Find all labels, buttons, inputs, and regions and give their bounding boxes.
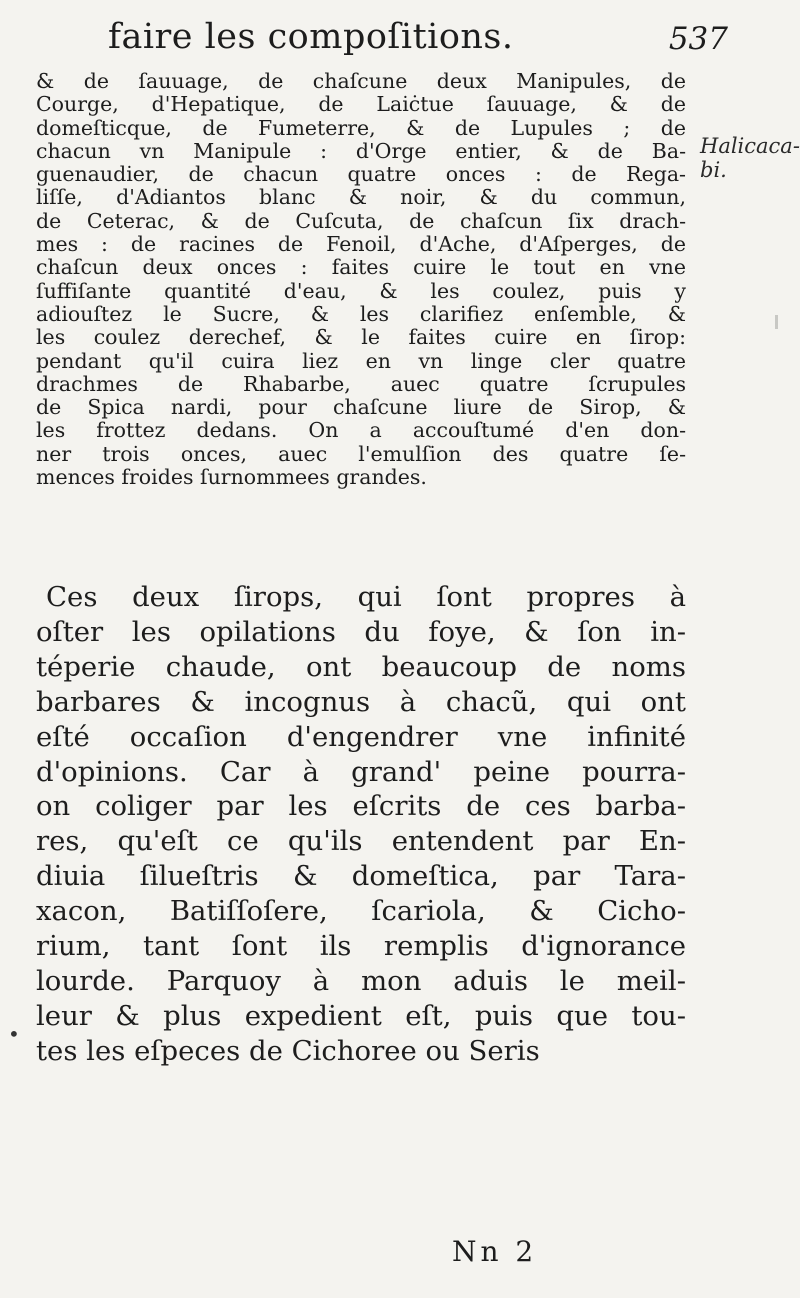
- text-line: mes : de racines de Fenoil, d'Ache, d'Aſperges, de: [36, 233, 686, 257]
- page-number: 537: [668, 21, 728, 57]
- text-line: d'opinions. Car à grand' peine pourra-: [36, 755, 686, 788]
- margin-note: bi.: [700, 158, 727, 182]
- text-line: guenaudier, de chacun quatre onces : de Rega-: [36, 163, 686, 187]
- text-line: liſſe, d'Adiantos blanc & noir, & du commun,: [36, 186, 686, 210]
- text-line: pendant qu'il cuira liez en vn linge cler quatre: [36, 349, 686, 373]
- text-line: oſter les opilations du foye, & ſon in-: [36, 615, 686, 648]
- text-line: mences froides ſurnommees grandes.: [36, 466, 427, 490]
- running-head: [108, 14, 728, 60]
- text-line: les frottez dedans. On a accouſtumé d'en don-: [36, 419, 686, 443]
- text-line: de Spica nardi, pour chaſcune liure de Sirop, &: [36, 396, 686, 420]
- text-line: diuia ſilueſtris & domeſtica, par Tara-: [36, 860, 686, 893]
- text-line: drachmes de Rhabarbe, auec quatre ſcrupules: [36, 372, 686, 396]
- commentary-paragraph: [36, 580, 686, 1069]
- text-line: eſté occaſion d'engendrer vne infinité: [36, 720, 686, 753]
- text-line: ner trois onces, auec l'emulſion des quatre ſe-: [36, 442, 686, 466]
- text-line: barbares & incognus à chacũ, qui ont: [36, 685, 686, 718]
- text-line: téperie chaude, ont beaucoup de noms: [36, 650, 686, 683]
- text-line: lourde. Parquoy à mon aduis le meil-: [36, 964, 686, 997]
- margin-bullet-mark: •: [8, 1022, 20, 1046]
- text-line: domeſticque, de Fumeterre, & de Lupules ; de: [36, 116, 686, 140]
- text-line: res, qu'eſt ce qu'ils entendent par En-: [36, 825, 686, 858]
- running-title: faire les compoſitions.: [108, 17, 514, 57]
- text-line: leur & plus expedient eſt, puis que tou-: [36, 999, 686, 1032]
- text-line: xacon, Batiſſoſere, ſcariola, & Cicho-: [36, 895, 686, 928]
- text-line: Ces deux ſirops, qui ſont propres à: [46, 581, 686, 613]
- recipe-paragraph: [36, 70, 686, 489]
- ink-mark: [775, 315, 778, 329]
- margin-note: Halicaca-: [700, 134, 800, 158]
- text-line: tes les eſpeces de Cichoree ou Seris: [36, 1034, 540, 1067]
- signature-mark: Nn 2: [452, 1235, 538, 1268]
- text-line: chaſcun deux onces : faites cuire le tout en vne: [36, 256, 686, 280]
- text-line: on coliger par les eſcrits de ces barba-: [36, 790, 686, 823]
- text-line: chacun vn Manipule : d'Orge entier, & de Ba-: [36, 139, 686, 163]
- text-line: Courge, d'Hepatique, de Laiċtue ſauuage, & de: [36, 93, 686, 117]
- text-line: les coulez derechef, & le faites cuire en ſirop:: [36, 326, 686, 350]
- text-line: adiouſtez le Sucre, & les clarifiez enſemble, &: [36, 302, 686, 326]
- text-line: & de ſauuage, de chaſcune deux Manipules, de: [36, 70, 686, 93]
- text-line: rium, tant ſont ils remplis d'ignorance: [36, 930, 686, 963]
- text-line: ſuffiſante quantité d'eau, & les coulez, puis y: [36, 279, 686, 303]
- text-line: de Ceterac, & de Cuſcuta, de chaſcun ſix drach-: [36, 209, 686, 233]
